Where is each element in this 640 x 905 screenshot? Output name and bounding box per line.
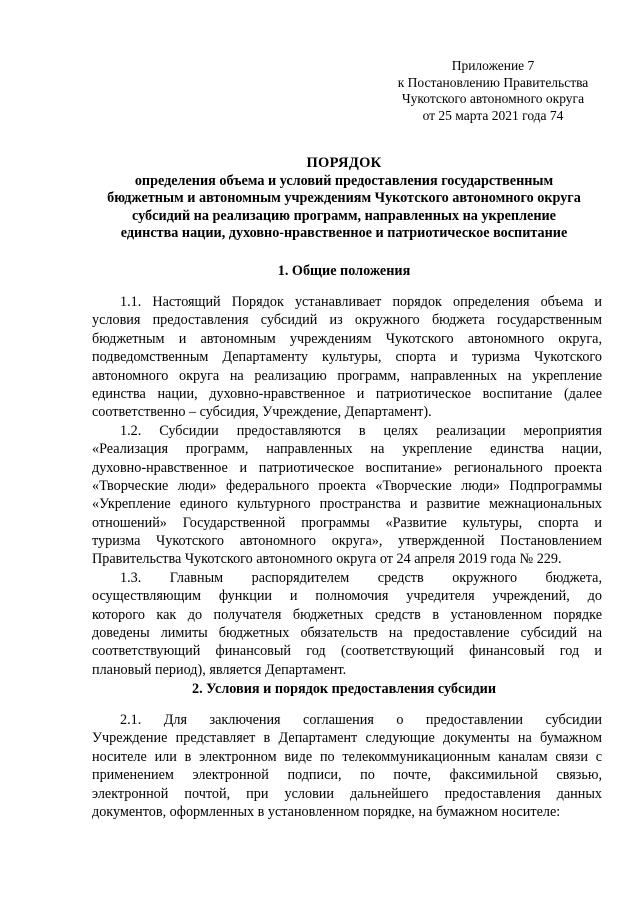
paragraph-line: «Укрепление единого культурного пространства и развитие межнациональных	[92, 496, 602, 513]
paragraph-line: «Реализация программ, направленных на укрепление единства нации,	[92, 441, 602, 458]
paragraph-line: носителе или в электронном виде по телекоммуникационным каналам связи с	[92, 748, 602, 765]
title-line: определения объема и условий предоставления государственным	[134, 172, 554, 189]
paragraph-line: туризма Чукотского автономного округа», утвержденной Постановлением	[92, 533, 602, 550]
paragraph-line: подведомственным Департаменту культуры, спорта и туризма Чукотского	[92, 349, 602, 366]
title-line: субсидий на реализацию программ, направленных на укрепление	[132, 207, 556, 224]
document-title	[84, 155, 604, 243]
section-1-heading: 1. Общие положения	[277, 263, 411, 279]
paragraph-line: духовно-нравственное и патриотическое воспитание» регионального проекта	[92, 459, 602, 476]
appendix-line: от 25 марта 2021 года 74	[422, 107, 564, 123]
paragraph-line: Учреждение представляет в Департамент следующие документы на бумажном	[92, 730, 602, 747]
title-line: бюджетным и автономным учреждениям Чукотского автономного округа	[107, 190, 581, 207]
paragraph-line: которого как до получателя бюджетных средств в установленном порядке	[92, 606, 602, 623]
title-line: единства нации, духовно-нравственное и патриотическое воспитание	[120, 225, 568, 242]
paragraph-line: применением электронной подписи, по почте, факсимильной связью,	[92, 767, 602, 784]
paragraph-line: 2.1. Для заключения соглашения о предоставлении субсидии	[120, 712, 602, 728]
appendix-line: Чукотского автономного округа	[401, 91, 585, 106]
paragraph-line: соответственно – субсидия, Учреждение, Департамент).	[92, 404, 432, 421]
title-main: ПОРЯДОК	[306, 155, 382, 171]
paragraph-line: «Творческие люди» федерального проекта «Творческие люди» Подпрограммы	[92, 477, 602, 494]
paragraph-line: доведены лимиты бюджетных обязательств на предоставление субсидий на	[92, 625, 602, 642]
paragraph-line: Правительства Чукотского автономного округа от 24 апреля 2019 года № 229.	[92, 551, 562, 568]
paragraph-line: отношений» Государственной программы «Развитие культуры, спорта и	[92, 514, 602, 531]
paragraph-line: 1.3. Главным распорядителем средств окружного бюджета,	[120, 569, 602, 586]
section-2-heading: 2. Условия и порядок предоставления субсидии	[191, 681, 497, 697]
appendix-note	[388, 58, 598, 124]
appendix-line: к Постановлению Правительства	[397, 74, 589, 90]
paragraph-line: 1.2. Субсидии предоставляются в целях реализации мероприятия	[120, 422, 602, 439]
paragraph-line: автономного округа на реализацию программ, направленных на укрепление	[92, 367, 602, 384]
paragraph-line: 1.1. Настоящий Порядок устанавливает порядок определения объема и	[120, 294, 602, 310]
section-2-body	[92, 711, 602, 821]
paragraph-line: условия предоставления субсидий из окружного бюджета государственным	[92, 312, 602, 329]
paragraph-line: соответствующий финансовый год (соответствующий финансовый год и	[92, 643, 602, 660]
paragraph-line: документов, оформленных в установленном порядке, на бумажном носителе:	[92, 803, 561, 820]
paragraph-line: плановый период), является Департамент.	[92, 661, 347, 678]
section-1-body	[92, 293, 602, 679]
paragraph-line: электронной почтой, при условии дальнейшего предоставления данных	[92, 785, 602, 802]
paragraph-line: осуществляющим функции и полномочия учредителя учреждений, до	[92, 588, 602, 605]
appendix-line: Приложение 7	[451, 58, 535, 73]
paragraph-line: бюджетным и автономным учреждениям Чукотского автономного округа,	[92, 330, 602, 347]
paragraph-line: единства нации, духовно-нравственное и патриотическое воспитание (далее	[92, 385, 602, 402]
